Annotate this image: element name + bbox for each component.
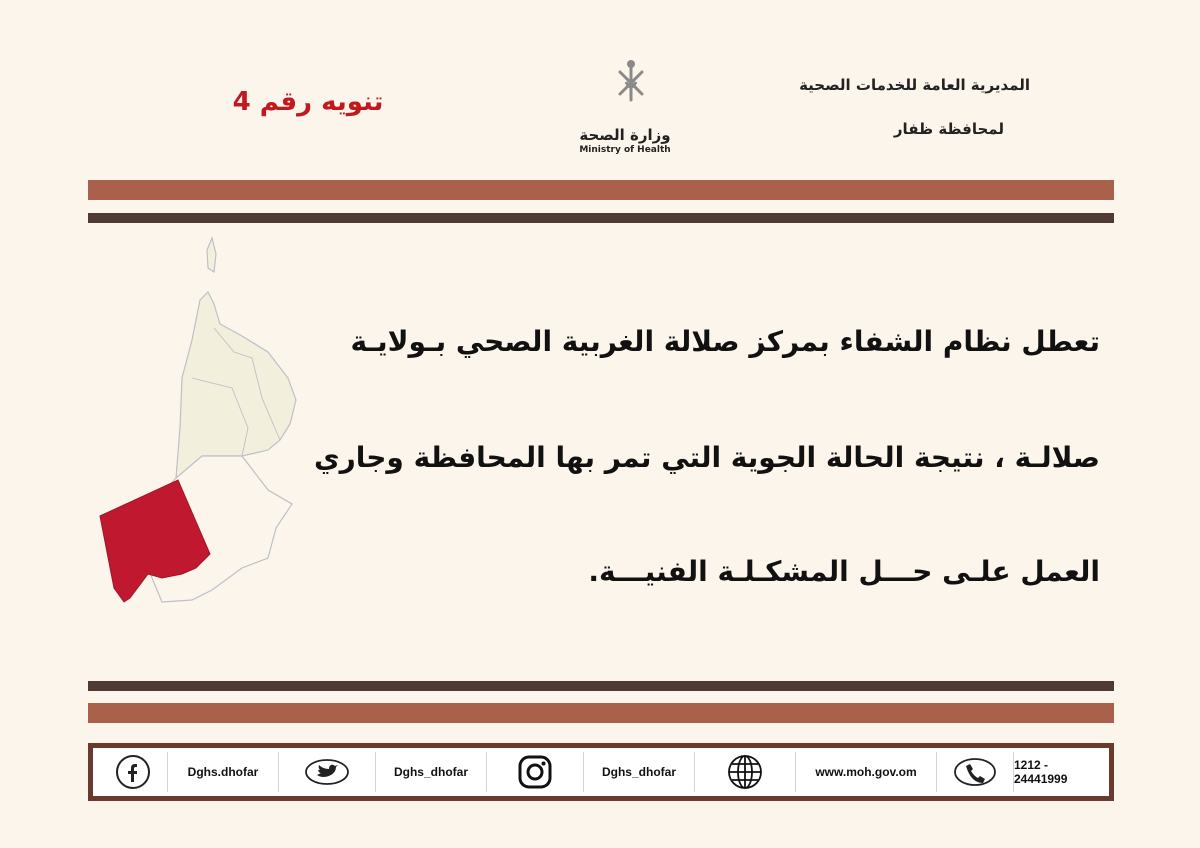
contact-footer [88,743,1114,801]
oman-map [92,228,312,610]
governorate-name: لمحافظة ظفار [893,120,1004,138]
phone-number[interactable]: 1212 - 24441999 [1014,758,1068,786]
facebook-handle[interactable]: Dghs.dhofar [168,752,279,792]
top-divider-dark [88,213,1114,223]
notice-title: تنويه رقم 4 [232,87,384,117]
ministry-emblem-icon [590,42,660,122]
bottom-divider-dark [88,681,1114,691]
top-divider-light [88,180,1114,200]
map-musandam [207,238,216,272]
ministry-logo [560,42,690,162]
twitter-icon[interactable] [279,752,376,792]
twitter-handle[interactable]: Dghs_dhofar [376,752,487,792]
map-north-oman [176,292,296,478]
bottom-divider-light [88,703,1114,723]
announcement-line-1: تعطل نظام الشفاء بمركز صلالة الغربية الصحي بـولايـة [350,325,1100,358]
website-link[interactable]: www.moh.gov.om [796,752,937,792]
directorate-name: المديرية العامة للخدمات الصحية [799,76,1030,94]
instagram-handle[interactable]: Dghs_dhofar [584,752,695,792]
facebook-icon[interactable] [99,752,168,792]
logo-arabic-text: وزارة الصحة [579,126,671,144]
announcement-line-2: صلالـة ، نتيجة الحالة الجوية التي تمر بها المحافظة وجاري [313,441,1100,474]
globe-icon[interactable] [695,752,796,792]
instagram-icon[interactable] [487,752,584,792]
announcement-line-3: العمل علـى حـــل المشكـلـة الفنيـــة. [588,555,1100,588]
logo-english-text: Ministry of Health [579,145,671,155]
phone-icon[interactable] [937,752,1014,792]
